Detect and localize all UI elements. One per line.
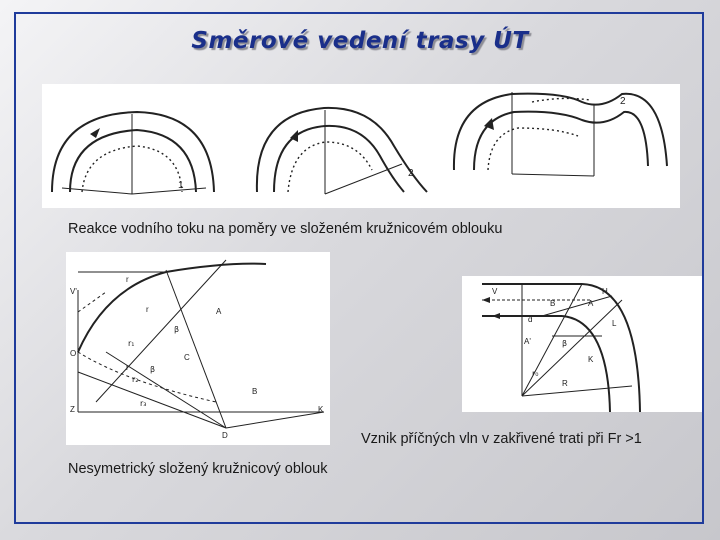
left-label-z: Z <box>70 405 75 414</box>
bend3-inner-bank <box>474 112 648 170</box>
svg-text:r₀: r₀ <box>532 369 539 378</box>
svg-text:H: H <box>602 287 608 296</box>
svg-text:β: β <box>562 339 568 348</box>
svg-text:O: O <box>70 349 77 358</box>
slide-title: Směrové vedení trasy ÚT <box>191 28 529 54</box>
svg-text:r: r <box>126 363 129 372</box>
caption-transverse-waves: Vznik příčných vln v zakřivené trati při Fr >1 <box>361 431 642 447</box>
svg-text:β: β <box>174 325 180 334</box>
top-label-2a: 2 <box>408 168 414 179</box>
svg-text:r₁: r₁ <box>128 339 135 348</box>
caption-asymmetric-curve: Nesymetrický složený kružnicový oblouk <box>68 461 328 477</box>
top-label-2b: 2 <box>620 96 626 107</box>
svg-text:r: r <box>146 305 149 314</box>
bend1-outer-bank <box>52 112 214 192</box>
left-label-k: K <box>318 405 324 414</box>
asymmetric-curve-drawing <box>66 252 330 445</box>
svg-text:C: C <box>184 353 190 362</box>
top-label-1: 1 <box>178 180 184 191</box>
svg-text:A': A' <box>524 337 531 346</box>
left-label-d: D <box>222 431 228 440</box>
svg-text:V: V <box>492 287 498 296</box>
svg-text:B: B <box>550 299 556 308</box>
svg-text:r: r <box>126 275 129 284</box>
figure-asymmetric-curve <box>66 252 330 445</box>
bend3-outer-bank <box>454 94 667 170</box>
svg-text:K: K <box>588 355 594 364</box>
svg-text:β: β <box>150 365 156 374</box>
svg-text:B: B <box>252 387 258 396</box>
svg-text:R: R <box>562 379 568 388</box>
svg-text:L: L <box>612 319 617 328</box>
left-label-v: V' <box>70 287 77 296</box>
figure-compound-bends <box>42 84 680 208</box>
transverse-waves-drawing <box>462 276 702 412</box>
svg-text:r₂: r₂ <box>132 375 139 384</box>
svg-text:A: A <box>216 307 222 316</box>
svg-text:r₃: r₃ <box>140 399 147 408</box>
caption-compound-bends: Reakce vodního toku na poměry ve složeném kružnicovém oblouku <box>68 221 503 237</box>
compound-bends-drawing <box>42 84 680 208</box>
svg-text:d: d <box>528 315 533 324</box>
svg-text:A: A <box>588 299 594 308</box>
figure-transverse-waves <box>462 276 702 412</box>
